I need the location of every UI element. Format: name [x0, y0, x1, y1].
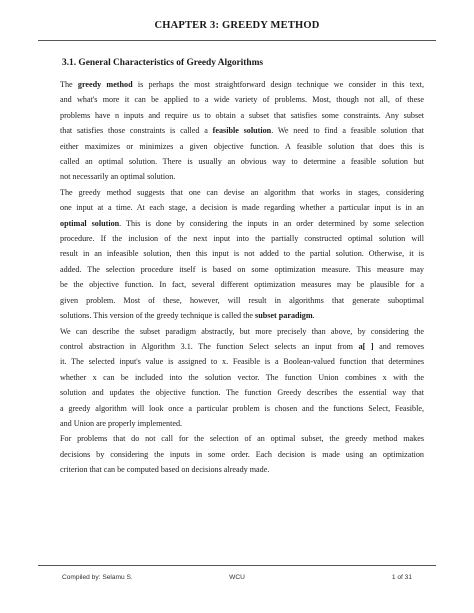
text-run: . We need to find a feasible solution that	[271, 126, 424, 136]
text-run: be the objective function. In fact, several different optimization measures may be plausible for a	[60, 280, 424, 290]
text-line	[60, 401, 424, 416]
text-line	[60, 308, 424, 323]
text-run: and what's more it can be applied to a wide variety of problems. Most, though not all, of these	[60, 95, 424, 105]
header-divider	[38, 40, 436, 41]
text-run: a greedy algorithm will look once a particular problem is chosen and the functions Select, Feasible,	[60, 403, 424, 413]
text-run: The greedy method suggests that one can devise an algorithm that works in stages, considering	[60, 187, 424, 197]
text-run: problems have n inputs and require us to obtain a subset that satisfies some constraints. Any subset	[60, 110, 424, 120]
text-run: solutions. This version of the greedy technique is called the	[60, 311, 256, 321]
chapter-title: CHAPTER 3: GREEDY METHOD	[154, 20, 320, 31]
bold-term: a[ ]	[358, 341, 374, 351]
text-line	[60, 169, 424, 184]
footer-institution: WCU	[229, 574, 245, 581]
text-line	[60, 447, 424, 462]
paragraph	[60, 77, 424, 185]
text-line	[60, 200, 424, 215]
text-line	[60, 139, 424, 154]
text-line	[60, 293, 424, 308]
paragraph	[60, 324, 424, 432]
bold-term: optimal solution	[60, 218, 120, 228]
text-line	[60, 416, 424, 431]
text-line	[60, 154, 424, 169]
text-line	[60, 246, 424, 261]
text-line	[60, 216, 424, 231]
text-line	[60, 277, 424, 292]
text-line	[60, 262, 424, 277]
text-run: either maximizes or minimizes a given objective function. A feasible solution that does this is	[60, 141, 424, 151]
page-footer	[0, 574, 474, 586]
bold-term: subset paradigm	[255, 311, 313, 321]
text-run: one input at a time. At each stage, a decision is made regarding whether a particular input is in an	[60, 203, 424, 213]
text-run: The	[60, 80, 78, 89]
text-run: .	[312, 311, 315, 321]
text-run: and removes	[373, 341, 424, 351]
text-line	[60, 324, 424, 339]
body-text	[60, 77, 424, 478]
text-run: . This is done by considering the inputs in an order determined by some selection	[119, 218, 424, 228]
text-run: criterion that can be computed based on decisions already made.	[60, 465, 270, 475]
paragraph	[60, 185, 424, 324]
text-run: added. The selection procedure itself is based on some optimization measure. This measure may	[60, 264, 424, 274]
text-line	[60, 231, 424, 246]
text-line	[60, 92, 424, 107]
text-run: For problems that do not call for the selection of an optimal subset, the greedy method makes	[60, 434, 424, 444]
text-run: procedure. If the inclusion of the next input into the partially constructed optimal solution will	[60, 234, 424, 244]
text-line	[60, 431, 424, 446]
text-line	[60, 354, 424, 369]
text-run: result in an infeasible solution, then this input is not added to the partial solution. Otherwise, it is	[60, 249, 424, 259]
text-run: that satisfies those constraints is called a	[60, 126, 213, 136]
page-number: 1 of 31	[391, 574, 412, 581]
text-run: called an optimal solution. There is usually an obvious way to determine a feasible solution but	[60, 157, 424, 167]
text-line	[60, 339, 424, 354]
text-run: and Union are properly implemented.	[60, 418, 183, 428]
text-run: not necessarily an optimal solution.	[60, 172, 176, 182]
text-run: it. The selected input's value is assigned to x. Feasible is a Boolean-valued function that determines	[60, 357, 424, 367]
text-run: whether x can be included into the solution vector. The function Union combines x with the	[60, 372, 424, 382]
text-run: given problem. Most of these, however, will result in algorithms that generate suboptimal	[60, 295, 424, 305]
text-line	[60, 462, 424, 477]
footer-author: Compiled by: Selamu S.	[62, 574, 133, 581]
text-line	[60, 385, 424, 400]
section-heading: 3.1. General Characteristics of Greedy Algorithms	[62, 58, 264, 68]
text-line	[60, 185, 424, 200]
text-line	[60, 77, 424, 92]
footer-divider	[38, 565, 436, 566]
text-run: We can describe the subset paradigm abstractly, but more precisely than above, by considering the	[60, 326, 424, 336]
text-run: solution and updates the objective function. The function Greedy describes the essential way that	[60, 388, 424, 398]
bold-term: greedy method	[77, 80, 133, 89]
paragraph	[60, 431, 424, 477]
text-line	[60, 123, 424, 138]
text-line	[60, 108, 424, 123]
text-line	[60, 370, 424, 385]
text-run: decisions by considering the inputs in some order. Each decision is made using an optimization	[60, 449, 424, 459]
bold-term: feasible solution	[212, 126, 272, 136]
text-run: is perhaps the most straightforward design technique we consider in this text,	[132, 80, 424, 89]
text-run: control abstraction in Algorithm 3.1. The function Select selects an input from	[60, 341, 359, 351]
